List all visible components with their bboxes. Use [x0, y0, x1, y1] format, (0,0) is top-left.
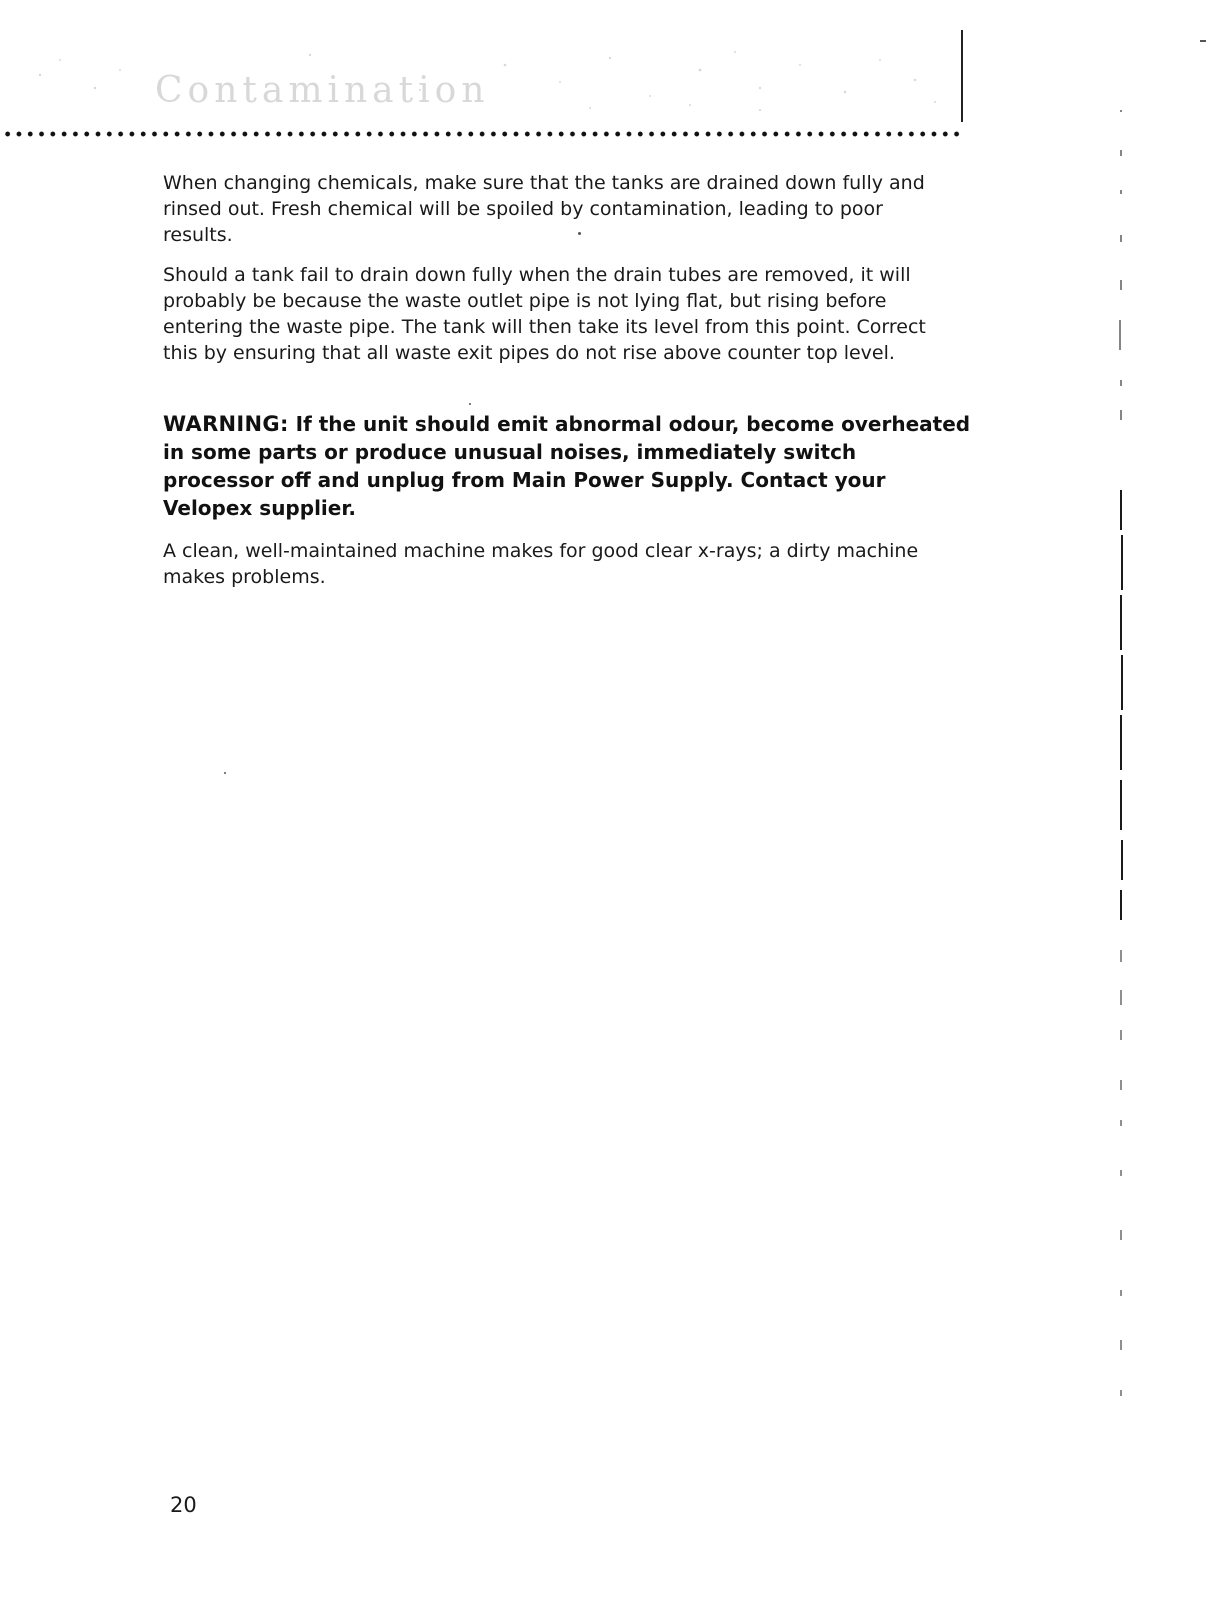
- paragraph-maintenance: A clean, well-maintained machine makes for good clear x-rays; a dirty machine makes problems.: [163, 540, 919, 588]
- warning-label: WARNING:: [163, 412, 289, 436]
- paragraph-chemical-change: When changing chemicals, make sure that the tanks are drained down fully and rinsed out. Fresh chemical will be spoiled by contamination, leading to poor results.: [163, 172, 925, 246]
- dotted-divider: [2, 130, 965, 138]
- paragraph-drain-troubleshooting: Should a tank fail to drain down fully when the drain tubes are removed, it will probably be because the waste outlet pipe is not lying flat, but rising before entering the waste pipe. The tank will then take its level from this point. Correct this by ensuring that all waste exit pipes do not rise above counter top level.: [163, 264, 926, 364]
- warning-text: If the unit should emit abnormal odour, become overheated in some parts or produce unusual noises, immediately switch processor off and unplug from Main Power Supply. Contact your Velopex supplier.: [163, 412, 971, 520]
- page-number: 20: [170, 1493, 197, 1517]
- section-title: Contamination: [155, 70, 490, 111]
- scan-speck: [578, 232, 581, 235]
- scan-speck: [1200, 40, 1206, 42]
- header-band: [0, 30, 960, 130]
- scan-speck: [469, 403, 471, 405]
- header-vertical-rule: [961, 30, 963, 122]
- scan-speck: [224, 772, 226, 774]
- scanner-edge-artifact: [1113, 90, 1129, 1460]
- warning-notice: [163, 410, 973, 522]
